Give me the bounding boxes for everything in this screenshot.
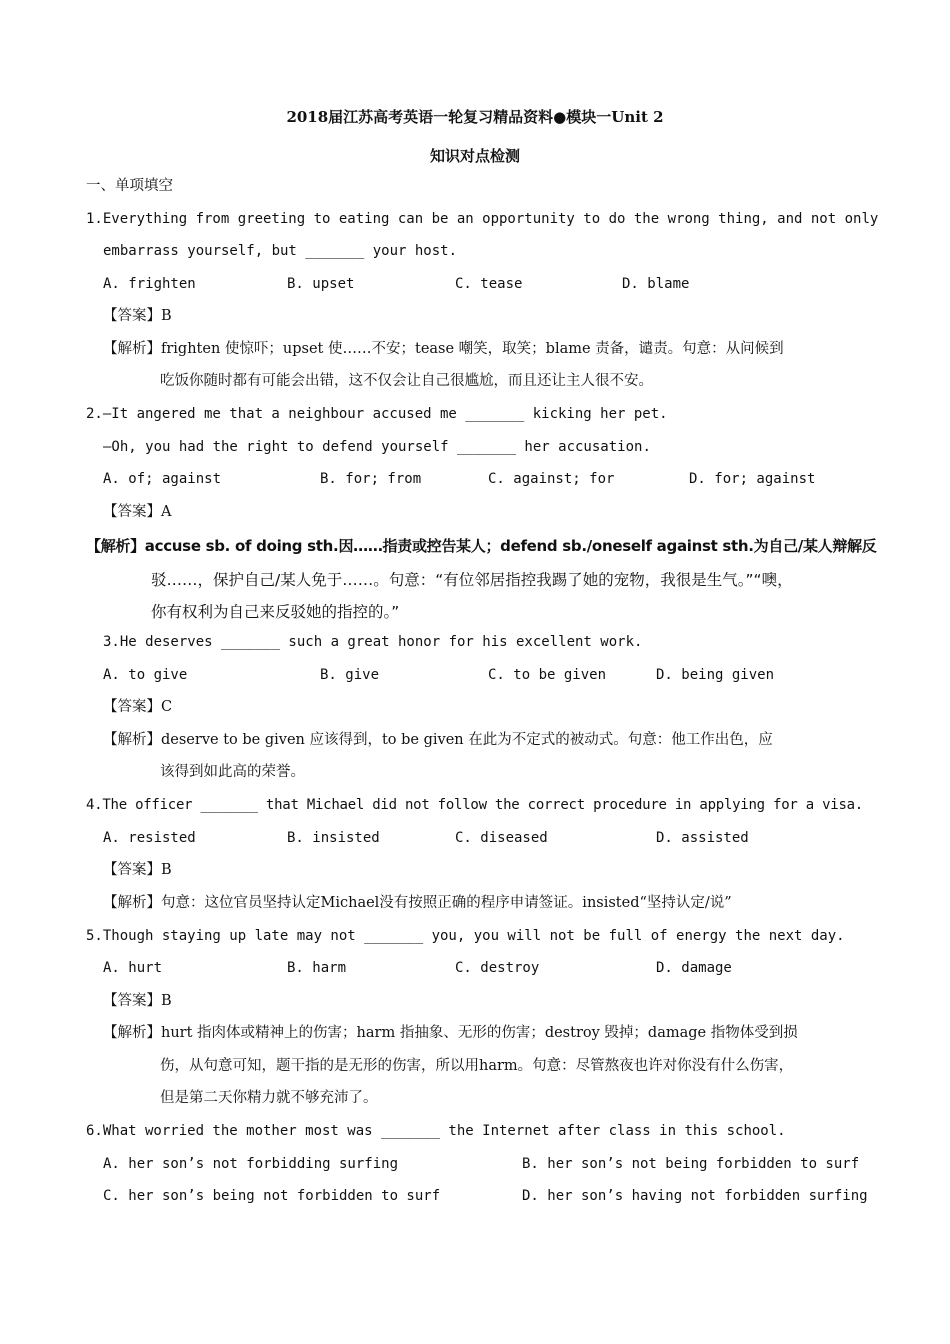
q2-answer: 【答案】A bbox=[103, 504, 172, 520]
doc-title: 2018届江苏高考英语一轮复习精品资料●模块一Unit 2 bbox=[286, 108, 664, 126]
q3-option-b: B. give bbox=[320, 667, 380, 683]
q1-option-c: C. tease bbox=[455, 276, 523, 292]
section-label: 一、单项填空 bbox=[86, 178, 173, 194]
q3-option-c: C. to be given bbox=[488, 667, 607, 683]
q1-option-d: D. blame bbox=[622, 276, 690, 292]
q2-explanation-line3: 你有权利为自己来反驳她的指控的。” bbox=[151, 603, 400, 621]
q4-option-d: D. assisted bbox=[656, 830, 749, 846]
q5-explanation-line1: 【解析】hurt 指肉体或精神上的伤害；harm 指抽象、无形的伤害；destroy 毁掉；damage 指物体受到损 bbox=[103, 1025, 798, 1041]
q5-explanation-line3: 但是第二天你精力就不够充沛了。 bbox=[160, 1090, 378, 1106]
q2-option-c: C. against; for bbox=[488, 471, 615, 487]
q5-answer: 【答案】B bbox=[103, 993, 172, 1009]
q5-option-c: C. destroy bbox=[455, 960, 540, 976]
q2-option-d: D. for; against bbox=[689, 471, 816, 487]
q1-option-b: B. upset bbox=[287, 276, 355, 292]
q1-answer: 【答案】B bbox=[103, 308, 172, 324]
q6-option-a: A. her son’s not forbidding surfing bbox=[103, 1156, 399, 1172]
q4-explanation: 【解析】句意：这位官员坚持认定Michael没有按照正确的程序申请签证。insisted“坚持认定/说” bbox=[103, 895, 732, 911]
q2-option-b: B. for; from bbox=[320, 471, 422, 487]
q3-stem: 3.He deserves _______ such a great honor for his excellent work. bbox=[103, 634, 643, 650]
q3-explanation-line1: 【解析】deserve to be given 应该得到，to be given 在此为不定式的被动式。句意：他工作出色，应 bbox=[103, 732, 773, 748]
q1-stem-line2: embarrass yourself, but _______ your host. bbox=[103, 243, 458, 259]
q5-explanation-line2: 伤，从句意可知，题干指的是无形的伤害，所以用harm。句意：尽管熬夜也许对你没有什么伤害， bbox=[160, 1058, 794, 1074]
q3-answer: 【答案】C bbox=[103, 699, 173, 715]
q6-option-b: B. her son’s not being forbidden to surf bbox=[522, 1156, 860, 1172]
q4-answer: 【答案】B bbox=[103, 862, 172, 878]
doc-subtitle: 知识对点检测 bbox=[429, 147, 520, 165]
q2-explanation-line1: 【解析】accuse sb. of doing sth.因……指责或控告某人；defend sb./oneself against sth.为自己/某人辩解反 bbox=[86, 537, 877, 555]
q2-stem-line1: 2.—It angered me that a neighbour accused me _______ kicking her pet. bbox=[86, 406, 668, 422]
q6-option-d: D. her son’s having not forbidden surfing bbox=[522, 1188, 868, 1204]
q3-option-a: A. to give bbox=[103, 667, 188, 683]
q6-option-c: C. her son’s being not forbidden to surf bbox=[103, 1188, 441, 1204]
q1-option-a: A. frighten bbox=[103, 276, 196, 292]
q3-explanation-line2: 该得到如此高的荣誉。 bbox=[160, 764, 305, 780]
q1-stem-line1: 1.Everything from greeting to eating can be an opportunity to do the wrong thing, and not only bbox=[86, 211, 879, 227]
q4-option-a: A. resisted bbox=[103, 830, 196, 846]
q4-option-b: B. insisted bbox=[287, 830, 380, 846]
q5-option-a: A. hurt bbox=[103, 960, 163, 976]
q2-explanation-line2: 驳……，保护自己/某人免于……。句意：“有位邻居指控我踢了她的宠物，我很是生气。”“噢， bbox=[151, 571, 793, 589]
q5-option-d: D. damage bbox=[656, 960, 732, 976]
q4-option-c: C. diseased bbox=[455, 830, 548, 846]
q1-explanation-line2: 吃饭你随时都有可能会出错，这不仅会让自己很尴尬，而且还让主人很不安。 bbox=[160, 373, 653, 389]
q5-option-b: B. harm bbox=[287, 960, 347, 976]
q2-option-a: A. of; against bbox=[103, 471, 222, 487]
q4-stem: 4.The officer _______ that Michael did not follow the correct procedure in applying for a visa. bbox=[86, 797, 863, 813]
q2-stem-line2: —Oh, you had the right to defend yourself _______ her accusation. bbox=[103, 439, 651, 455]
q3-option-d: D. being given bbox=[656, 667, 775, 683]
q1-explanation-line1: 【解析】frighten 使惊吓；upset 使……不安；tease 嘲笑，取笑；blame 责备，谴责。句意：从问候到 bbox=[103, 341, 784, 357]
q5-stem: 5.Though staying up late may not _______ you, you will not be full of energy the next day. bbox=[86, 928, 845, 944]
q6-stem: 6.What worried the mother most was _______ the Internet after class in this school. bbox=[86, 1123, 786, 1139]
